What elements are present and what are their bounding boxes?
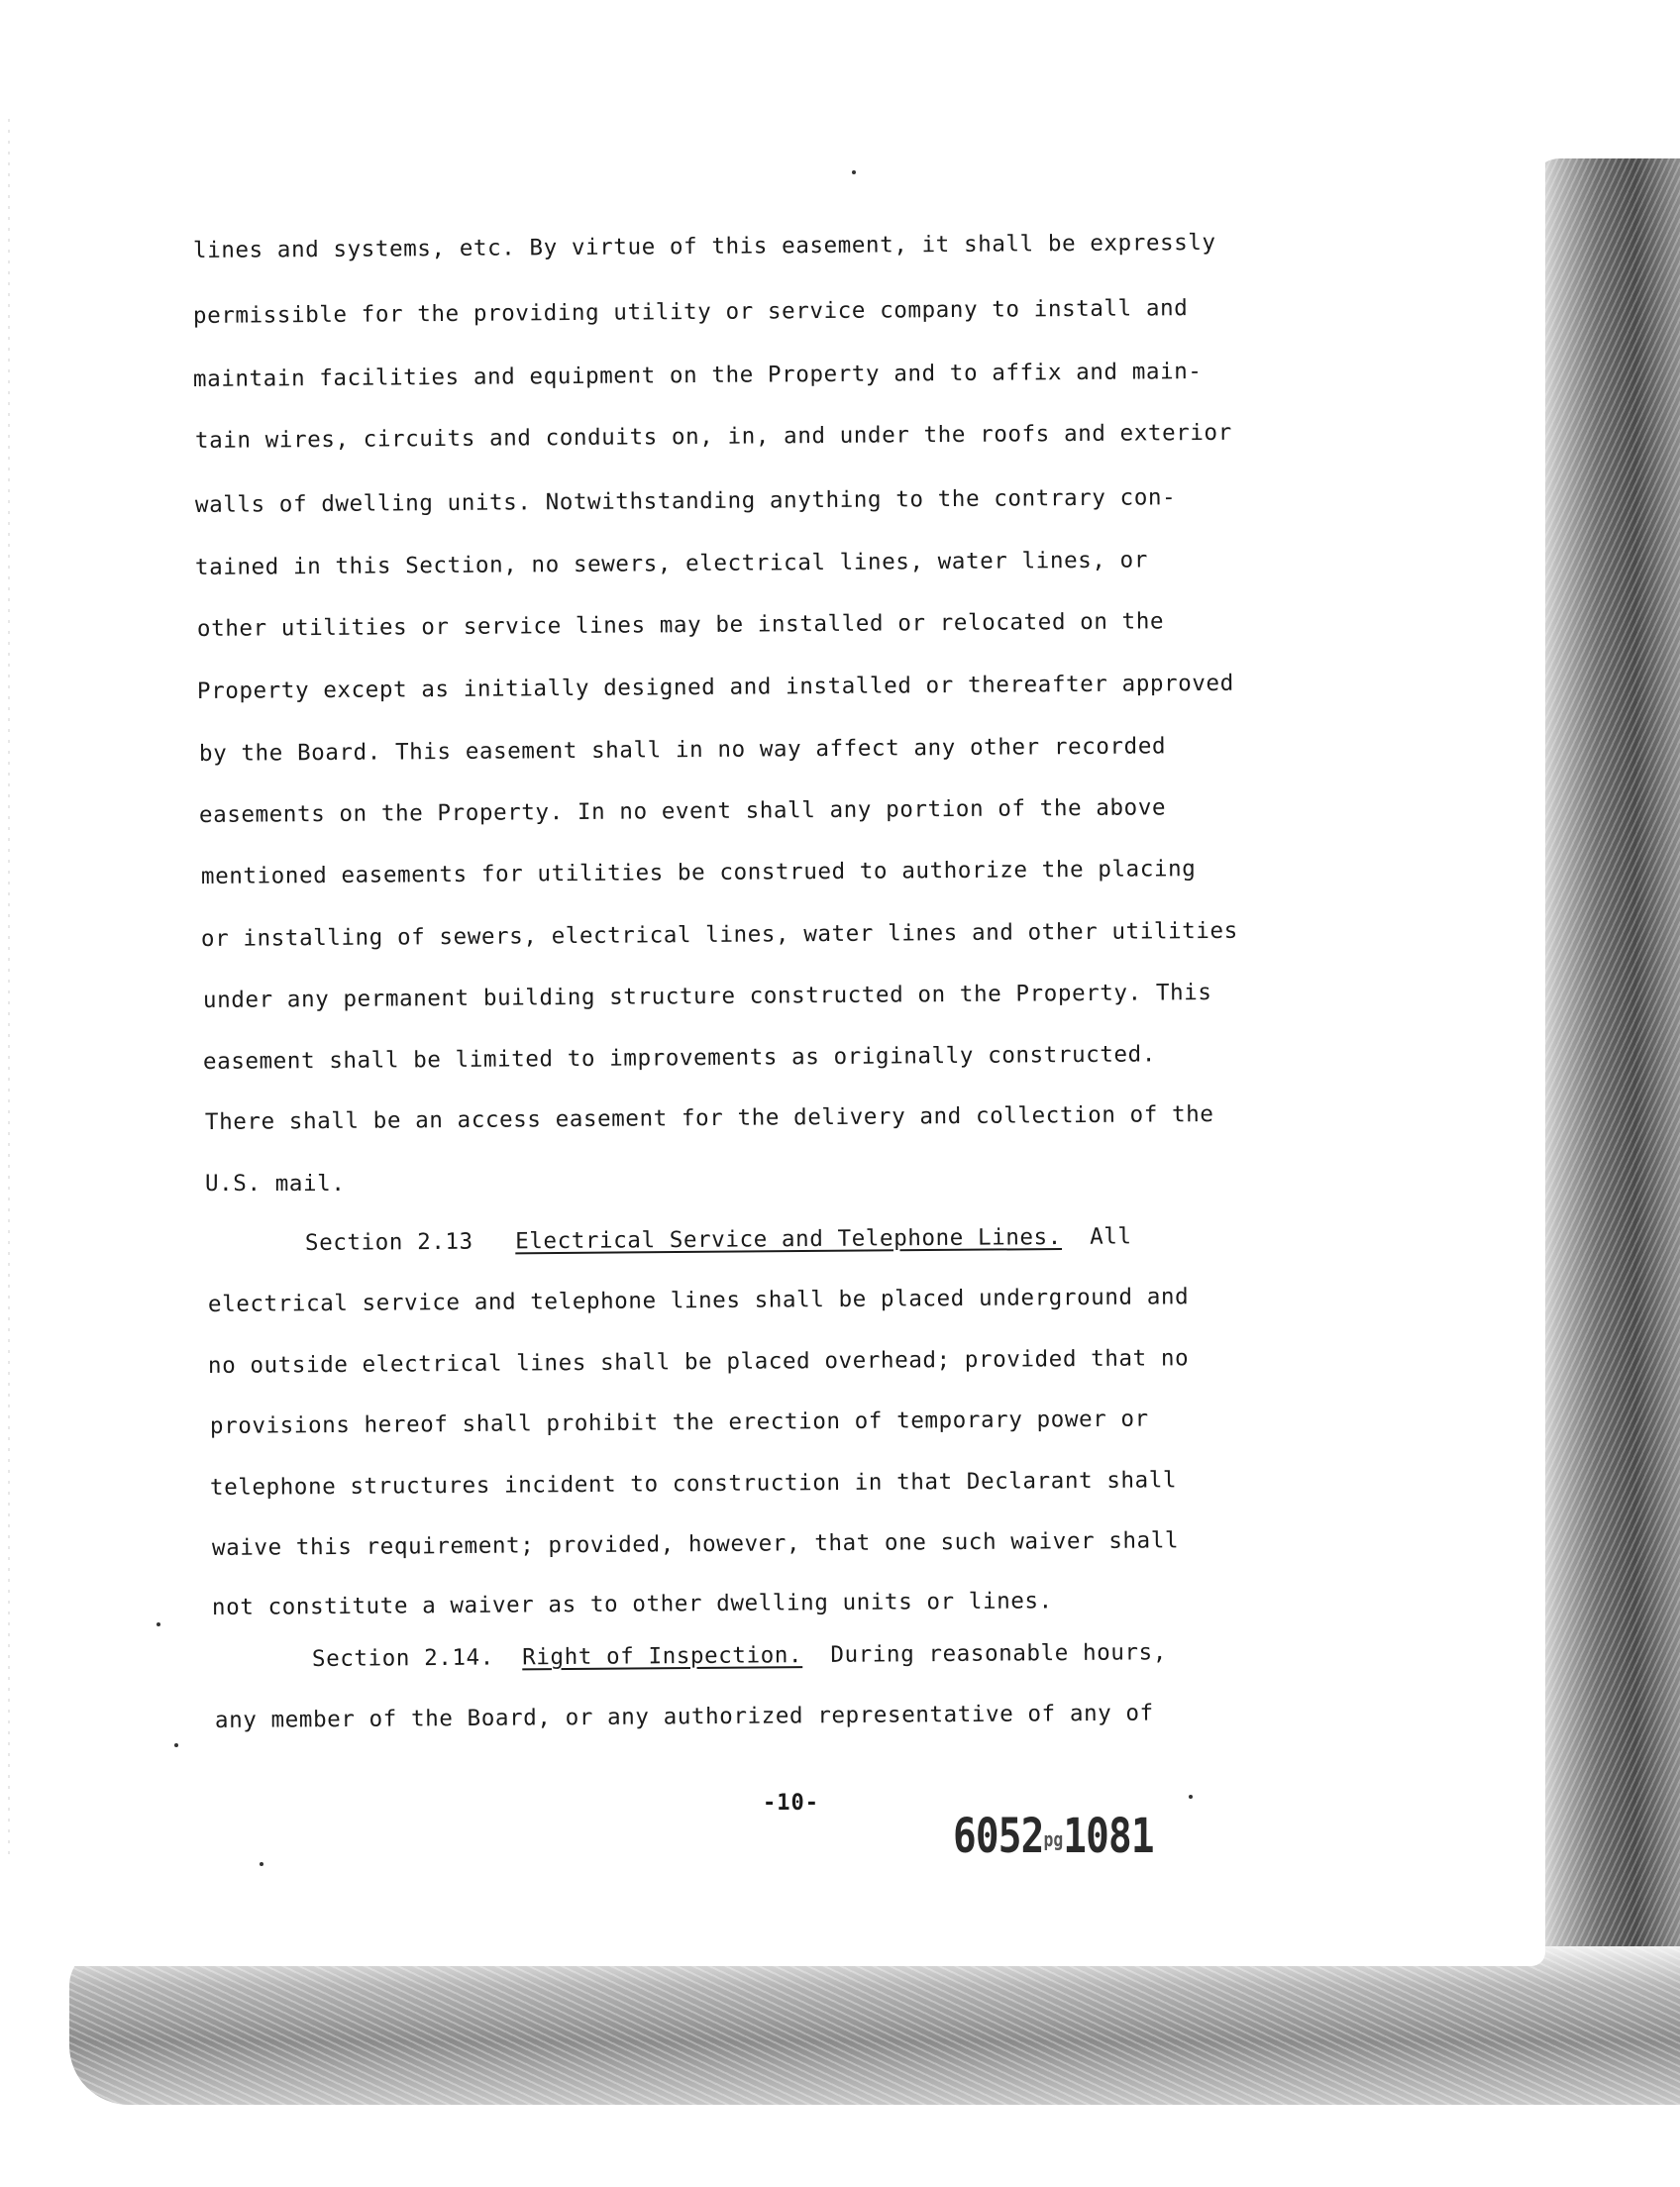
text-line: tain wires, circuits and conduits on, in, and under the roofs and exterior — [194, 419, 1232, 454]
text-line: tained in this Section, no sewers, electrical lines, water lines, or — [194, 547, 1149, 580]
text-line: other utilities or service lines may be installed or relocated on the — [196, 608, 1165, 642]
text-line: walls of dwelling units. Notwithstanding anything to the contrary con- — [194, 484, 1177, 518]
text-line: maintain facilities and equipment on the Property and to affix and main- — [192, 359, 1203, 392]
section-heading: Electrical Service and Telephone Lines. — [515, 1224, 1063, 1255]
scan-speck — [260, 1862, 263, 1866]
scan-speck — [852, 170, 856, 174]
text-line: any member of the Board, or any authorized representative of any of — [214, 1700, 1154, 1733]
text-line: There shall be an access easement for the delivery and collection of the — [204, 1101, 1214, 1135]
text-line: waive this requirement; provided, however, that one such waiver shall — [211, 1527, 1180, 1561]
text-line: electrical service and telephone lines shall be placed underground and — [207, 1284, 1190, 1317]
stamp-separator: pg — [1043, 1827, 1064, 1851]
page-number: -10- — [763, 1791, 819, 1816]
text-line: no outside electrical lines shall be placed overhead; provided that no — [207, 1345, 1190, 1379]
text-line: or installing of sewers, electrical lines, water lines and other utilities — [200, 917, 1238, 952]
text-line: not constitute a waiver as to other dwelling units or lines. — [211, 1588, 1053, 1620]
text-line: by the Board. This easement shall in no way affect any other recorded — [198, 733, 1167, 767]
scan-speck — [174, 1743, 178, 1747]
section-2-13-heading-line — [305, 1221, 1132, 1258]
text-line: provisions hereof shall prohibit the erection of temporary power or — [209, 1406, 1149, 1439]
scan-speck — [1189, 1795, 1193, 1799]
text-line: easement shall be limited to improvements as originally constructed. — [202, 1041, 1157, 1075]
section-lead-text: All — [1090, 1223, 1132, 1250]
scan-artifact-left — [8, 119, 10, 1862]
scan-speck — [157, 1622, 160, 1626]
text-line: permissible for the providing utility or service company to install and — [192, 295, 1189, 329]
text-line: telephone structures incident to construction in that Declarant shall — [209, 1467, 1178, 1501]
section-2-14-heading-line — [312, 1637, 1167, 1674]
stamp-page-number: 1081 — [1063, 1809, 1154, 1864]
stamp-book-number: 6052 — [953, 1809, 1044, 1864]
text-line: under any permanent building structure constructed on the Property. This — [202, 980, 1212, 1013]
section-number: Section 2.13 — [304, 1228, 473, 1256]
scan-shadow-right — [1530, 158, 1680, 2021]
scan-shadow-bottom — [69, 1946, 1680, 2105]
text-line: mentioned easements for utilities be construed to authorize the placing — [200, 856, 1197, 889]
text-line: lines and systems, etc. By virtue of this easement, it shall be expressly — [192, 229, 1216, 263]
section-number: Section 2.14. — [311, 1644, 495, 1672]
text-line: U.S. mail. — [205, 1171, 346, 1197]
section-heading: Right of Inspection. — [522, 1642, 803, 1671]
recording-stamp — [953, 1809, 1154, 1864]
text-line: easements on the Property. In no event shall any portion of the above — [198, 794, 1167, 828]
section-lead-text: During reasonable hours, — [830, 1639, 1168, 1668]
text-line: Property except as initially designed and installed or thereafter approved — [196, 670, 1234, 704]
